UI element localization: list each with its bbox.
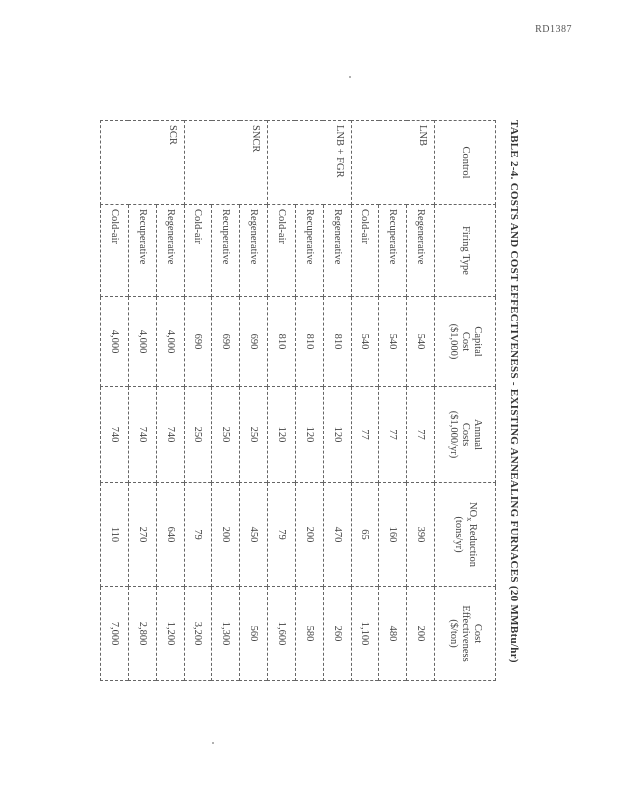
table-row — [295, 121, 323, 681]
annual-cell: 77 — [379, 387, 407, 483]
ce-cell: 2,800 — [128, 587, 156, 681]
table-row — [240, 121, 268, 681]
table-row — [101, 121, 129, 681]
annual-cell: 250 — [212, 387, 240, 483]
firing-type-cell: Recuperative — [212, 205, 240, 297]
annual-cell: 250 — [240, 387, 268, 483]
capital-cell: 810 — [323, 297, 351, 387]
header-annual-line1: Annual — [472, 419, 484, 450]
nox-cell: 640 — [156, 483, 184, 587]
ce-cell: 580 — [295, 587, 323, 681]
header-capital-cost — [435, 297, 496, 387]
header-control — [435, 121, 496, 205]
header-capital-line3: ($1,000) — [447, 323, 459, 360]
control-cell: LNB — [351, 121, 434, 205]
annual-cell: 740 — [128, 387, 156, 483]
ce-cell: 480 — [379, 587, 407, 681]
header-ce-line1: Cost — [472, 623, 484, 644]
firing-type-cell: Recuperative — [295, 205, 323, 297]
capital-cell: 690 — [240, 297, 268, 387]
annual-cell: 740 — [101, 387, 129, 483]
header-ce-line3: ($/ton) — [447, 619, 459, 648]
capital-cell: 4,000 — [101, 297, 129, 387]
scan-speck — [349, 76, 351, 78]
header-capital-line2: Cost — [460, 331, 472, 352]
firing-type-cell: Cold-air — [268, 205, 296, 297]
table-row — [268, 121, 296, 681]
table-row — [323, 121, 351, 681]
annual-cell: 740 — [156, 387, 184, 483]
firing-type-cell: Cold-air — [351, 205, 379, 297]
annual-cell: 120 — [295, 387, 323, 483]
table-row — [379, 121, 407, 681]
capital-cell: 540 — [407, 297, 435, 387]
firing-type-cell: Regenerative — [240, 205, 268, 297]
capital-cell: 4,000 — [156, 297, 184, 387]
capital-cell: 4,000 — [128, 297, 156, 387]
header-ce-line2: Effectiveness — [460, 605, 472, 662]
ce-cell: 1,100 — [351, 587, 379, 681]
table-row — [407, 121, 435, 681]
header-cost-effectiveness — [435, 587, 496, 681]
header-control-label: Control — [460, 146, 472, 179]
annual-cell: 120 — [323, 387, 351, 483]
firing-type-cell: Regenerative — [407, 205, 435, 297]
nox-cell: 200 — [295, 483, 323, 587]
header-nox-line2: (tons/yr) — [453, 516, 465, 553]
rotated-table-container — [100, 120, 520, 680]
ce-cell: 560 — [240, 587, 268, 681]
header-nox-no: NO — [466, 502, 478, 518]
nox-cell: 79 — [184, 483, 212, 587]
annual-cell: 120 — [268, 387, 296, 483]
ce-cell: 1,200 — [156, 587, 184, 681]
nox-cell: 470 — [323, 483, 351, 587]
table-row — [156, 121, 184, 681]
nox-cell: 200 — [212, 483, 240, 587]
ce-cell: 200 — [407, 587, 435, 681]
control-cell: LNB + FGR — [268, 121, 351, 205]
nox-cell: 390 — [407, 483, 435, 587]
ce-cell: 3,200 — [184, 587, 212, 681]
table-row — [212, 121, 240, 681]
nox-cell: 270 — [128, 483, 156, 587]
scan-speck — [212, 742, 214, 744]
table-row — [351, 121, 379, 681]
ce-cell: 7,000 — [101, 587, 129, 681]
nox-cell: 450 — [240, 483, 268, 587]
firing-type-cell: Recuperative — [128, 205, 156, 297]
table-title: TABLE 2-4. COSTS AND COST EFFECTIVENESS - EXISTING ANNEALING FURNACES (20 MMBtu/hr) — [508, 120, 520, 663]
header-row — [435, 121, 496, 681]
firing-type-cell: Regenerative — [156, 205, 184, 297]
firing-type-cell: Cold-air — [101, 205, 129, 297]
page-id: RD1387 — [535, 24, 572, 35]
table-row — [128, 121, 156, 681]
capital-cell: 690 — [212, 297, 240, 387]
capital-cell: 540 — [351, 297, 379, 387]
header-firing-type-label: Firing Type — [460, 226, 472, 275]
header-annual-line2: Costs — [460, 422, 472, 447]
capital-cell: 540 — [379, 297, 407, 387]
cost-table — [100, 120, 496, 681]
header-nox-reduction-word: Reduction — [466, 521, 478, 567]
header-nox-reduction — [435, 483, 496, 587]
header-firing-type — [435, 205, 496, 297]
annual-cell: 77 — [351, 387, 379, 483]
capital-cell: 810 — [268, 297, 296, 387]
nox-cell: 79 — [268, 483, 296, 587]
nox-cell: 160 — [379, 483, 407, 587]
annual-cell: 250 — [184, 387, 212, 483]
control-cell: SCR — [101, 121, 185, 205]
header-capital-line1: Capital — [472, 326, 484, 357]
rotated-table-content — [100, 120, 520, 680]
nox-cell: 65 — [351, 483, 379, 587]
header-annual-line3: ($1,000/yr) — [447, 410, 459, 459]
ce-cell: 1,600 — [268, 587, 296, 681]
capital-cell: 810 — [295, 297, 323, 387]
capital-cell: 690 — [184, 297, 212, 387]
firing-type-cell: Regenerative — [323, 205, 351, 297]
header-nox-line1 — [464, 487, 477, 582]
header-nox-sub: x — [464, 517, 474, 522]
nox-cell: 110 — [101, 483, 129, 587]
firing-type-cell: Recuperative — [379, 205, 407, 297]
table-row — [184, 121, 212, 681]
ce-cell: 260 — [323, 587, 351, 681]
header-annual-cost — [435, 387, 496, 483]
ce-cell: 1,300 — [212, 587, 240, 681]
annual-cell: 77 — [407, 387, 435, 483]
control-cell: SNCR — [184, 121, 267, 205]
firing-type-cell: Cold-air — [184, 205, 212, 297]
